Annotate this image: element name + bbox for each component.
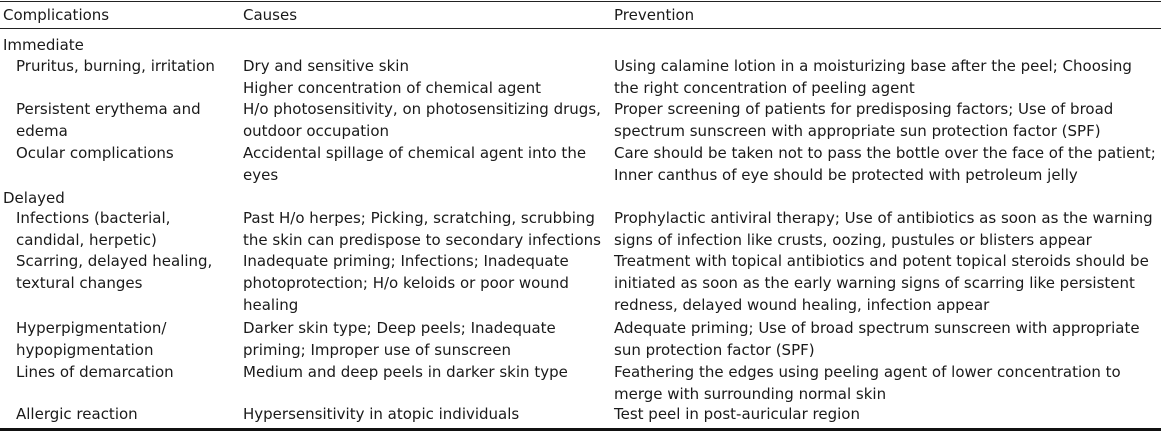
table-top-rule — [0, 1, 1161, 2]
complication-cell — [16, 317, 236, 361]
cell-line: signs of infection like crusts, oozing, pustules or blisters appear — [614, 231, 1092, 249]
cause-cell — [243, 55, 613, 99]
cause-cell — [243, 207, 613, 251]
cell-line: photoprotection; H/o keloids or poor wound — [243, 274, 569, 292]
table-bottom-rule — [0, 428, 1161, 431]
prevention-cell — [614, 98, 1160, 142]
cell-line: Hypersensitivity in atopic individuals — [243, 405, 520, 423]
prevention-cell — [614, 403, 1160, 425]
cause-cell — [243, 317, 613, 361]
cell-line: Past H/o herpes; Picking, scratching, scrubbing — [243, 209, 595, 227]
cell-line: spectrum sunscreen with appropriate sun protection factor (SPF) — [614, 122, 1101, 140]
cell-line: hypopigmentation — [16, 341, 154, 359]
cell-line: Dry and sensitive skin — [243, 57, 409, 75]
cell-line: Darker skin type; Deep peels; Inadequate — [243, 319, 556, 337]
cause-cell — [243, 142, 613, 186]
prevention-cell — [614, 317, 1160, 361]
complication-cell — [16, 403, 236, 425]
cell-line: candidal, herpetic) — [16, 231, 157, 249]
cell-line: Scarring, delayed healing, — [16, 252, 213, 270]
cell-line: redness, delayed wound healing, infection appear — [614, 296, 990, 314]
header-causes: Causes — [243, 6, 298, 24]
cell-line: H/o photosensitivity, on photosensitizing drugs, — [243, 100, 601, 118]
cell-line: the skin can predispose to secondary infections — [243, 231, 601, 249]
prevention-cell — [614, 250, 1160, 316]
cell-line: Pruritus, burning, irritation — [16, 57, 215, 75]
cell-line: Ocular complications — [16, 144, 174, 162]
cell-line: eyes — [243, 166, 279, 184]
cell-line: Proper screening of patients for predisposing factors; Use of broad — [614, 100, 1114, 118]
complication-cell — [16, 207, 236, 251]
cell-line: outdoor occupation — [243, 122, 390, 140]
cell-line: sun protection factor (SPF) — [614, 341, 815, 359]
cause-cell — [243, 361, 613, 383]
prevention-cell — [614, 207, 1160, 251]
cell-line: initiated as soon as the early warning signs of scarring like persistent — [614, 274, 1135, 292]
prevention-cell — [614, 142, 1160, 186]
cell-line: Inner canthus of eye should be protected with petroleum jelly — [614, 166, 1078, 184]
cell-line: Prophylactic antiviral therapy; Use of antibiotics as soon as the warning — [614, 209, 1153, 227]
cell-line: Test peel in post-auricular region — [614, 405, 860, 423]
cell-line: the right concentration of peeling agent — [614, 79, 915, 97]
cause-cell — [243, 403, 613, 425]
section-immediate: Immediate — [3, 36, 84, 54]
section-delayed: Delayed — [3, 189, 65, 207]
cell-line: healing — [243, 296, 299, 314]
header-complications: Complications — [3, 6, 110, 24]
complication-cell — [16, 361, 236, 383]
prevention-cell — [614, 55, 1160, 99]
cause-cell — [243, 250, 613, 316]
cell-line: Accidental spillage of chemical agent into the — [243, 144, 587, 162]
cell-line: merge with surrounding normal skin — [614, 385, 887, 403]
cell-line: Feathering the edges using peeling agent of lower concentration to — [614, 363, 1121, 381]
cell-line: Adequate priming; Use of broad spectrum sunscreen with appropriate — [614, 319, 1140, 337]
cell-line: Hyperpigmentation/ — [16, 319, 167, 337]
cell-line: edema — [16, 122, 68, 140]
header-rule — [0, 28, 1161, 29]
cell-line: Allergic reaction — [16, 405, 138, 423]
header-prevention: Prevention — [614, 6, 695, 24]
cell-line: textural changes — [16, 274, 143, 292]
cell-line: Using calamine lotion in a moisturizing base after the peel; Choosing — [614, 57, 1132, 75]
cell-line: Infections (bacterial, — [16, 209, 171, 227]
cell-line: Care should be taken not to pass the bottle over the face of the patient; — [614, 144, 1156, 162]
cell-line: Higher concentration of chemical agent — [243, 79, 541, 97]
cell-line: Lines of demarcation — [16, 363, 174, 381]
cell-line: Inadequate priming; Infections; Inadequate — [243, 252, 569, 270]
complication-cell — [16, 98, 236, 142]
complication-cell — [16, 250, 236, 294]
complication-cell — [16, 55, 236, 77]
cell-line: Medium and deep peels in darker skin type — [243, 363, 568, 381]
prevention-cell — [614, 361, 1160, 405]
cell-line: priming; Improper use of sunscreen — [243, 341, 511, 359]
complication-cell — [16, 142, 236, 164]
cell-line: Persistent erythema and — [16, 100, 201, 118]
cell-line: Treatment with topical antibiotics and potent topical steroids should be — [614, 252, 1149, 270]
cause-cell — [243, 98, 613, 142]
